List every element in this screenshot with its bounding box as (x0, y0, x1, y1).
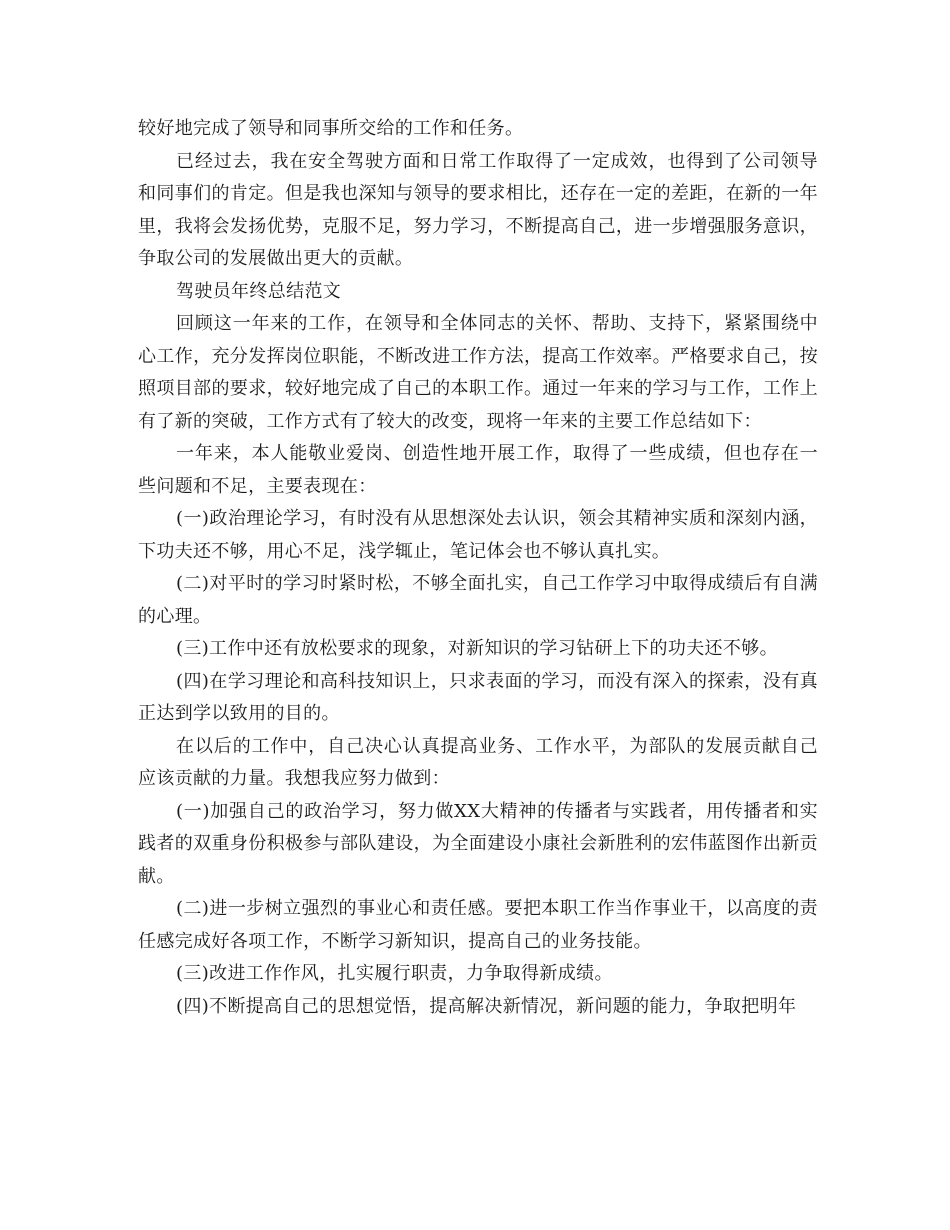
paragraph-issue-3: (三)工作中还有放松要求的现象，对新知识的学习钻研上下的功夫还不够。 (176, 638, 778, 659)
paragraph-issue-4: (四)在学习理论和高科技知识上，只求表面的学习，而没有深入的探索，没有真正达到学以致用的目的。 (138, 670, 818, 724)
paragraph-review: 回顾这一年来的工作，在领导和全体同志的关怀、帮助、支持下，紧紧围绕中心工作，充分发挥岗位职能，不断改进工作方法，提高工作效率。严格要求自己，按照项目部的要求，较好地完成了自己的本职工作。通过一年来的学习与工作，工作上有了新的突破，工作方式有了较大的改变，现将一年来的主要工作总结如下： (138, 313, 818, 432)
paragraph-achievements: 一年来，本人能敬业爱岗、创造性地开展工作，取得了一些成绩，但也存在一些问题和不足，主要表现在： (138, 443, 818, 497)
paragraph-issue-2: (二)对平时的学习时紧时松，不够全面扎实，自己工作学习中取得成绩后有自满的心理。 (138, 573, 818, 627)
paragraph-plan-2: (二)进一步树立强烈的事业心和责任感。要把本职工作当作事业干，以高度的责任感完成好各项工作，不断学习新知识，提高自己的业务技能。 (138, 898, 818, 952)
paragraph-closing-summary: 已经过去，我在安全驾驶方面和日常工作取得了一定成效，也得到了公司领导和同事们的肯定。但是我也深知与领导的要求相比，还存在一定的差距，在新的一年里，我将会发扬优势，克服不足，努力学习，不断提高自己，进一步增强服务意识，争取公司的发展做出更大的贡献。 (138, 150, 818, 269)
paragraph-plan-4: (四)不断提高自己的思想觉悟，提高解决新情况，新问题的能力，争取把明年 (176, 995, 797, 1017)
paragraph-plan-1: (一)加强自己的政治学习，努力做XX大精神的传播者与实践者，用传播者和实践者的双重身份积极参与部队建设，为全面建设小康社会新胜利的宏伟蓝图作出新贡献。 (138, 800, 818, 887)
document-body (138, 113, 818, 1023)
section-heading: 驾驶员年终总结范文 (176, 280, 342, 302)
paragraph-plan-3: (三)改进工作作风，扎实履行职责，力争取得新成绩。 (176, 963, 613, 984)
paragraph-issue-1: (一)政治理论学习，有时没有从思想深处去认识，领会其精神实质和深刻内涵，下功夫还不够，用心不足，浅学辄止，笔记体会也不够认真扎实。 (138, 508, 818, 562)
paragraph-continuation: 较好地完成了领导和同事所交给的工作和任务。 (138, 118, 524, 139)
paragraph-plan-intro: 在以后的工作中，自己决心认真提高业务、工作水平，为部队的发展贡献自己应该贡献的力量。我想我应努力做到： (138, 735, 818, 789)
